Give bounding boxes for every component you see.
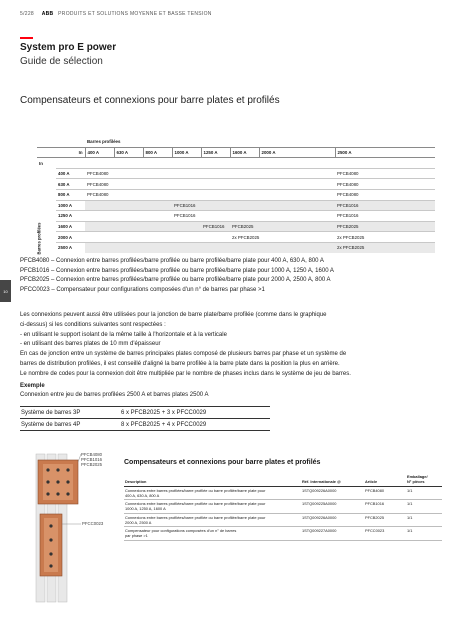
ref-cell: 1STQ009227A0000 bbox=[301, 527, 364, 541]
product-label: PFCB2025 bbox=[81, 462, 103, 468]
paragraph-line: Les connexions peuvent aussi être utilisées pour la jonction de barre plate/barre profilée (comme dans le graphique bbox=[20, 312, 327, 318]
product-label: PFCB1016 bbox=[81, 457, 103, 463]
desc-line: Compensateur pour configurations composées d'un n° de barres bbox=[125, 528, 237, 533]
bolt-icon bbox=[49, 538, 52, 541]
example-text: Connexion entre jeu de barres profilées 2500 A et barres plates 2500 A bbox=[20, 392, 209, 398]
catalog-title: Compensateurs et connexions pour barre plates et profilés bbox=[124, 459, 321, 466]
section-title: Compensateurs et connexions pour barre plates et profilés bbox=[20, 95, 280, 106]
table-row bbox=[124, 500, 442, 514]
row-in: 2000 A bbox=[56, 232, 85, 243]
col-header: 1000 A bbox=[172, 147, 201, 158]
row-in: 1000 A bbox=[56, 200, 85, 211]
col-header: 1600 A bbox=[230, 147, 259, 158]
bolt-icon bbox=[66, 492, 69, 495]
page-title: System pro E power bbox=[20, 42, 117, 53]
desc-cell bbox=[124, 527, 301, 541]
paragraph-line: En cas de jonction entre un système de barres principales plates composé de plusieurs barres par phase et un système de bbox=[20, 351, 347, 358]
paragraph-line: ci-dessus) si les conditions suivantes sont respectées : bbox=[20, 321, 166, 328]
header-pack bbox=[406, 473, 442, 486]
vertical-label: Barres profilées bbox=[36, 222, 42, 255]
header-description: Description bbox=[124, 473, 301, 486]
cell bbox=[85, 211, 172, 222]
bolt-icon bbox=[49, 564, 52, 567]
table-row bbox=[37, 200, 435, 211]
table-row bbox=[37, 179, 435, 190]
ref-cell: 1STQ009226A0000 bbox=[301, 513, 364, 527]
pack-cell: 1/1 bbox=[406, 486, 442, 500]
bolt-icon bbox=[46, 492, 49, 495]
bolt-icon bbox=[46, 468, 49, 471]
cell bbox=[85, 232, 230, 243]
cell: 2x PFCB2025 bbox=[230, 232, 335, 243]
in-col-label: In bbox=[56, 147, 85, 158]
cell: PFCB2025 bbox=[230, 221, 335, 232]
cell: PFCB4080 bbox=[335, 168, 435, 179]
cell: PFCB1016 bbox=[172, 211, 335, 222]
col-header: 630 A bbox=[114, 147, 143, 158]
desc-line: Connexions entre barres profilées/barre profilée ou barre profilée/barre plate pour bbox=[125, 501, 266, 506]
page-header bbox=[20, 11, 212, 17]
brand-logo: ABB bbox=[41, 11, 54, 17]
desc-line: Connexions entre barres profilées/barre profilée ou barre profilée/barre plate pour bbox=[125, 487, 266, 493]
cell: PFCB2025 bbox=[335, 221, 435, 232]
config-cell: 6 x PFCB2025 + 3 x PFCC0029 bbox=[120, 407, 270, 419]
system-cell: Système de barres 4P bbox=[20, 419, 120, 431]
col-header: 400 A bbox=[85, 147, 114, 158]
desc-cell bbox=[124, 486, 301, 500]
top-header: Barres profilées bbox=[87, 139, 121, 145]
row-in: 800 A bbox=[56, 189, 85, 200]
desc-line: 400 A, 630 A, 800 A bbox=[125, 492, 160, 498]
cell bbox=[85, 221, 201, 232]
table-row bbox=[124, 527, 442, 541]
cell: PFCB1016 bbox=[335, 211, 435, 222]
bolt-icon bbox=[56, 492, 59, 495]
desc-cell bbox=[124, 513, 301, 527]
product-labels bbox=[81, 452, 102, 468]
bolt-icon bbox=[56, 480, 59, 483]
paragraph-line: Le nombre de codes pour la connexion doit être multipliée par le nombre de phases inclus dans le système de jeu de barres. bbox=[20, 370, 351, 377]
cell: PFCB1016 bbox=[335, 200, 435, 211]
col-header: 800 A bbox=[143, 147, 172, 158]
cell: PFCB1016 bbox=[201, 221, 230, 232]
table-row bbox=[37, 232, 435, 243]
page-number: 5/228 bbox=[20, 11, 35, 17]
col-header: 2000 A bbox=[259, 147, 335, 158]
table-row bbox=[37, 168, 435, 179]
selection-table bbox=[37, 137, 435, 253]
bolt-icon bbox=[66, 480, 69, 483]
row-in: 400 A bbox=[56, 168, 85, 179]
table-row bbox=[124, 513, 442, 527]
definition-item: PFCB1016 – Connexion entre barres profilées/barre profilée ou barre profilée/barre plate pour 1000 A, 1250 A, 1600 A bbox=[20, 267, 334, 274]
cell: 2x PFCB2025 bbox=[335, 242, 435, 252]
paragraph-line: - en utilisant le support isolant de la même taille à l'horizontale et à la verticale bbox=[20, 331, 227, 338]
desc-line: Connexions entre barres profilées/barre profilée ou barre profilée/barre plate pour bbox=[125, 514, 266, 520]
definitions-list bbox=[20, 257, 334, 296]
bolt-icon bbox=[49, 524, 52, 527]
table-row bbox=[37, 221, 435, 232]
bolt-icon bbox=[46, 480, 49, 483]
in-row-label: In bbox=[39, 160, 43, 166]
page-subtitle: Guide de sélection bbox=[20, 56, 103, 67]
table-row bbox=[37, 242, 435, 252]
definition-item: PFCB4080 – Connexion entre barres profilées/barre profilée ou barre profilée/barre plate pour 400 A, 630 A, 800 A bbox=[20, 258, 324, 264]
header-pack-line: N° pièces bbox=[407, 479, 425, 484]
row-in: 630 A bbox=[56, 179, 85, 190]
header-ref: Réf. Internationale @ bbox=[301, 473, 364, 486]
desc-line: 2000 A, 2500 A bbox=[125, 519, 152, 525]
col-header: 1250 A bbox=[201, 147, 230, 158]
catalog-header-row bbox=[124, 473, 442, 486]
definition-item: PFCB2025 – Connexion entre barres profilées/barre profilée ou barre profilée/barre plate pour 2000 A, 2500 A, 800 A bbox=[20, 277, 331, 284]
table-row bbox=[37, 211, 435, 222]
explanation-paragraph bbox=[20, 311, 440, 380]
header-text: PRODUITS ET SOLUTIONS MOYENNE ET BASSE TENSION bbox=[58, 11, 212, 17]
cell: PFCB1016 bbox=[172, 200, 335, 211]
article-cell: PFCB4080 bbox=[364, 486, 406, 500]
pack-cell: 1/1 bbox=[406, 527, 442, 541]
bolt-icon bbox=[49, 552, 52, 555]
accent-bar bbox=[20, 37, 33, 39]
cell: PFCB4080 bbox=[85, 179, 335, 190]
example-table bbox=[20, 406, 270, 431]
bolt-icon bbox=[56, 468, 59, 471]
product-label: PFCB4080 bbox=[81, 452, 103, 457]
table-row bbox=[124, 486, 442, 500]
cell: PFCB4080 bbox=[85, 189, 335, 200]
chapter-tab[interactable]: 10 bbox=[0, 280, 11, 302]
ref-cell: 1STQ009225A0000 bbox=[301, 500, 364, 514]
col-header: 2500 A bbox=[335, 147, 435, 158]
config-cell: 8 x PFCB2025 + 4 x PFCC0029 bbox=[120, 419, 270, 431]
cell bbox=[85, 200, 172, 211]
example-heading: Exemple bbox=[20, 383, 45, 389]
article-cell: PFCB1016 bbox=[364, 500, 406, 514]
cell: PFCB4080 bbox=[85, 168, 335, 179]
cell: 2x PFCB2025 bbox=[335, 232, 435, 243]
cell: PFCB4080 bbox=[335, 179, 435, 190]
article-cell: PFCB2025 bbox=[364, 513, 406, 527]
cell: PFCB4080 bbox=[335, 189, 435, 200]
row-in: 2500 A bbox=[56, 242, 85, 252]
table-row bbox=[20, 419, 270, 431]
bolt-icon bbox=[66, 468, 69, 471]
header-pack-line: Emballage/ bbox=[407, 474, 428, 479]
desc-cell bbox=[124, 500, 301, 514]
row-in: 1250 A bbox=[56, 211, 85, 222]
pack-cell: 1/1 bbox=[406, 500, 442, 514]
row-in: 1600 A bbox=[56, 221, 85, 232]
table-row bbox=[20, 407, 270, 419]
busbar-connection-illustration bbox=[34, 452, 108, 607]
pack-cell: 1/1 bbox=[406, 513, 442, 527]
system-cell: Système de barres 3P bbox=[20, 407, 120, 419]
paragraph-line: - en utilisant des barres plates de 10 mm d'épaisseur bbox=[20, 341, 161, 348]
table-row bbox=[37, 189, 435, 200]
ref-cell: 1STQ009226A0000 bbox=[301, 486, 364, 500]
catalog-table bbox=[124, 473, 442, 541]
article-cell: PFCC0023 bbox=[364, 527, 406, 541]
definition-item: PFCC0023 – Compensateur pour configurations composées d'un n° de barres par phase >1 bbox=[20, 287, 265, 294]
desc-line: 1000 A, 1250 A, 1600 A bbox=[125, 506, 166, 511]
paragraph-line: barres de distribution profilées, il est conseillé d'aligné la barre profilée à la barre plate dans la position la plus en arrière. bbox=[20, 360, 340, 367]
header-article: Article bbox=[364, 473, 406, 486]
cell bbox=[85, 242, 335, 252]
compensator-label: PFCC0023 bbox=[82, 521, 104, 526]
desc-line: par phase >1 bbox=[125, 533, 148, 538]
